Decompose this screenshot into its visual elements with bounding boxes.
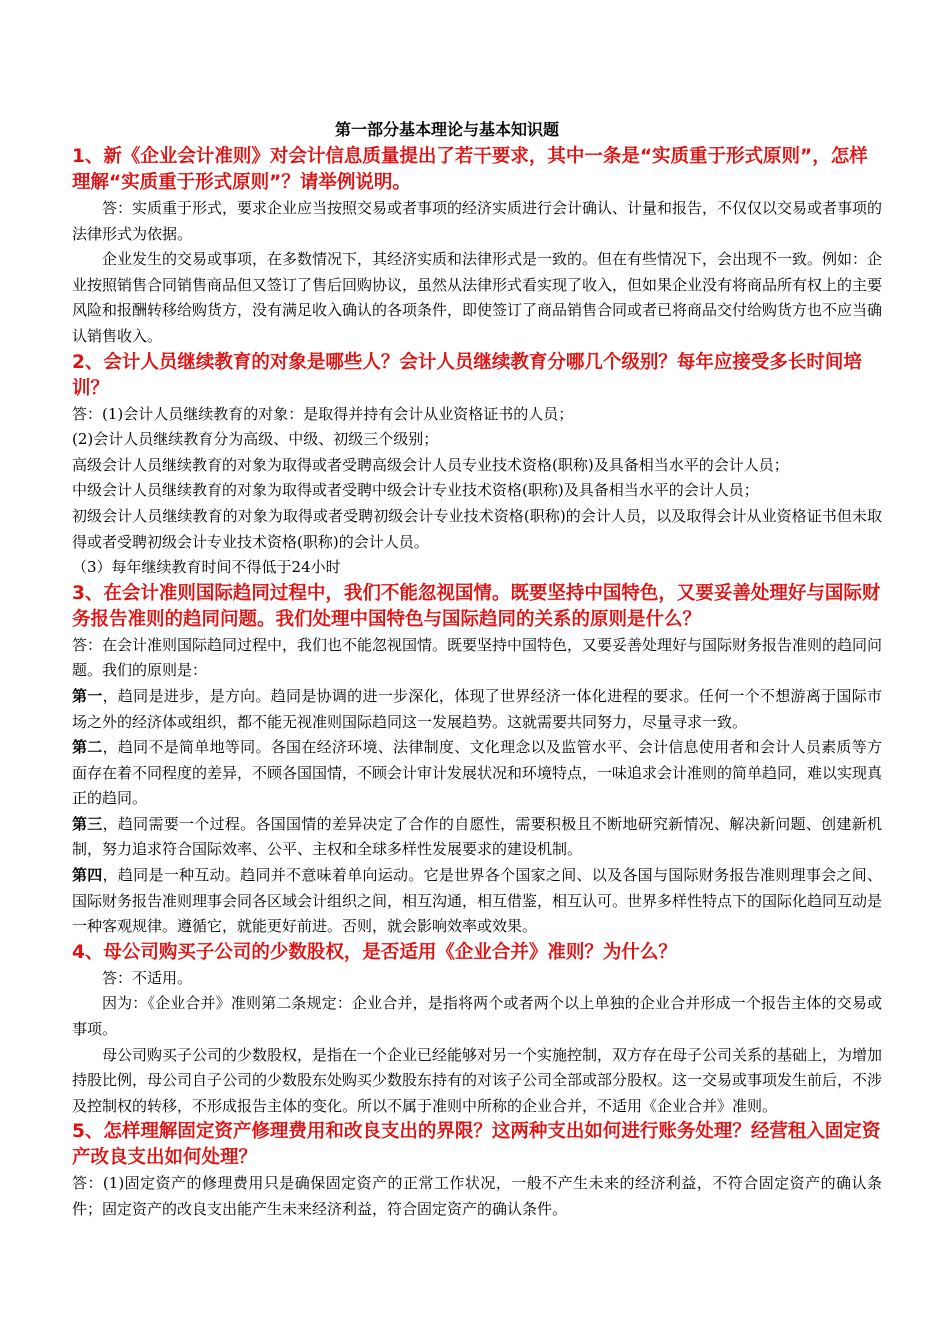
answer-2-paragraph-2: (2)会计人员继续教育分为高级、中级、初级三个级别； [72, 430, 439, 449]
answer-2-paragraph-3: 高级会计人员继续教育的对象为取得或者受聘高级会计人员专业技术资格(职称)及具备相当水平的会计人员； [72, 455, 789, 474]
document-page [72, 118, 882, 1223]
point-4-text: ，趋同是一种互动。趋同并不意味着单向运动。它是世界各个国家之间、以及各国与国际财务报告准则理事会之间、国际财务报告准则理事会同各区域会计组织之间，相互沟通，相互借鉴，相互认可。世界多样性特点下的国际化趋同互动是一种客观规律。遵循它，就能更好前进。否则，就会影响效率或效果。 [72, 866, 883, 936]
answer-4-paragraph-1: 答：不适用。 [102, 968, 193, 987]
question-2: 2、会计人员继续教育的对象是哪些人？会计人员继续教育分哪几个级别？每年应接受多长时间培训？ [72, 351, 862, 399]
answer-4-paragraph-2: 因为：《企业合并》准则第二条规定：企业合并，是指将两个或者两个以上单独的企业合并形成一个报告主体的交易或事项。 [72, 994, 882, 1039]
answer-3-paragraph-1: 答：在会计准则国际趋同过程中，我们也不能忽视国情。既要坚持中国特色，又要妥善处理好与国际财务报告准则的趋同问题。我们的原则是： [72, 635, 883, 680]
answer-5-paragraph-1: 答：(1)固定资产的修理费用只是确保固定资产的正常工作状况，一般不产生未来的经济利益，不符合固定资产的确认条件；固定资产的改良支出能产生未来经济利益，符合固定资产的确认条件。 [72, 1174, 882, 1218]
point-3-lead: 第三 [72, 814, 103, 833]
answer-3-point-1 [72, 684, 882, 735]
answer-2-paragraph-5: 初级会计人员继续教育的对象为取得或者受聘初级会计专业技术资格(职称)的会计人员，以及取得会计从业资格证书但未取得或者受聘初级会计专业技术资格(职称)的会计人员。 [72, 506, 882, 551]
question-3: 3、在会计准则国际趋同过程中，我们不能忽视国情。既要坚持中国特色，又要妥善处理好与国际财务报告准则的趋同问题。我们处理中国特色与国际趋同的关系的原则是什么？ [72, 582, 881, 630]
answer-3-point-4 [72, 863, 882, 940]
answer-3-point-3 [72, 812, 882, 863]
point-1-text: ，趋同是进步，是方向。趋同是协调的进一步深化，体现了世界经济一体化进程的要求。任何一个不想游离于国际市场之外的经济体或组织，都不能无视准则国际趋同这一发展趋势。这就需要共同努力，尽量寻求一致。 [72, 686, 882, 731]
answer-3-point-2 [72, 735, 882, 812]
point-1-lead: 第一 [72, 686, 103, 705]
answer-2-paragraph-4: 中级会计人员继续教育的对象为取得或者受聘中级会计专业技术资格(职称)及具备相当水平的会计人员； [72, 481, 759, 500]
answer-2-paragraph-6: （3）每年继续教育时间不得低于24小时 [72, 558, 341, 577]
answer-1-paragraph-1: 答：实质重于形式，要求企业应当按照交易或者事项的经济实质进行会计确认、计量和报告，不仅仅以交易或者事项的法律形式为依据。 [72, 199, 883, 243]
answer-2-paragraph-1: 答：(1)会计人员继续教育的对象：是取得并持有会计从业资格证书的人员； [72, 404, 574, 423]
question-5: 5、怎样理解固定资产修理费用和改良支出的界限？这两种支出如何进行账务处理？经营租入固定资产改良支出如何处理？ [72, 1121, 881, 1169]
point-2-lead: 第二 [72, 738, 103, 757]
point-2-text: ，趋同不是简单地等同。各国在经济环境、法律制度、文化理念以及监管水平、会计信息使用者和会计人员素质等方面存在着不同程度的差异，不顾各国国情，不顾会计审计发展状况和环境特点，一味追求会计准则的简单趋同，难以实现真正的趋同。 [72, 738, 883, 808]
answer-4-paragraph-3: 母公司购买子公司的少数股权，是指在一个企业已经能够对另一个实施控制，双方存在母子公司关系的基础上，为增加持股比例，母公司自子公司的少数股东处购买少数股东持有的对该子公司全部或部分股权。这一交易或事项发生前后，不涉及控制权的转移，不形成报告主体的变化。所以不属于准则中所称的企业合并，不适用《企业合并》准则。 [72, 1045, 883, 1115]
point-3-text: ，趋同需要一个过程。各国国情的差异决定了合作的自愿性，需要积极且不断地研究新情况、解决新问题、创建新机制，努力追求符合国际效率、公平、主权和全球多样性发展要求的建设机制。 [72, 814, 882, 859]
answer-1-paragraph-2: 企业发生的交易或事项，在多数情况下，其经济实质和法律形式是一致的。但在有些情况下，会出现不一致。例如：企业按照销售合同销售商品但又签订了售后回购协议，虽然从法律形式看实现了收入，但如果企业没有将商品所有权上的主要风险和报酬转移给购货方，没有满足收入确认的各项条件，即使签订了商品销售合同或者已将商品交付给购货方也不应当确认销售收入。 [72, 250, 883, 345]
question-1: 1、新《企业会计准则》对会计信息质量提出了若干要求，其中一条是“实质重于形式原则”，怎样理解“实质重于形式原则”？请举例说明。 [72, 146, 868, 193]
page-title: 第一部分基本理论与基本知识题 [334, 120, 559, 139]
question-4: 4、母公司购买子公司的少数股权，是否适用《企业合并》准则？为什么？ [72, 941, 677, 963]
point-4-lead: 第四 [72, 866, 103, 885]
